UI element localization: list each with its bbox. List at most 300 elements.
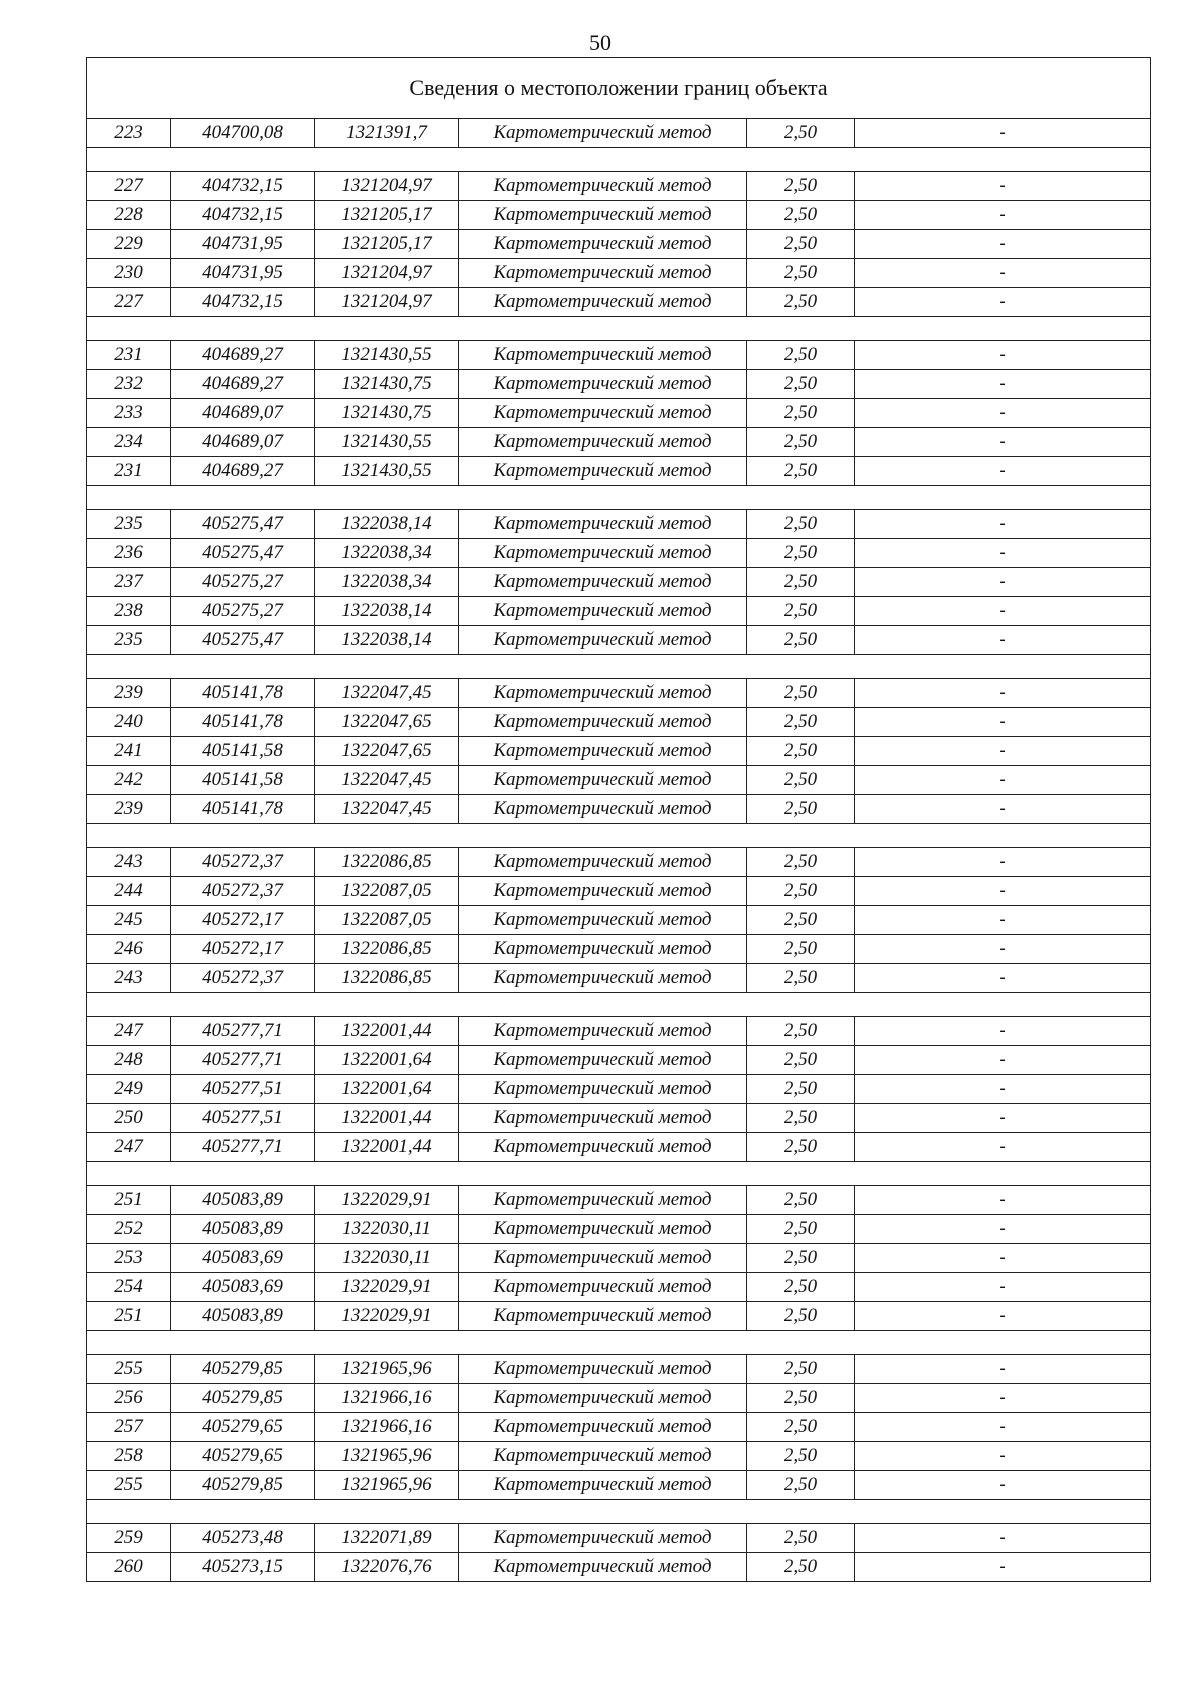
y-coordinate-cell: 1322087,05: [315, 877, 459, 906]
method-cell: Картометрический метод: [459, 1384, 747, 1413]
group-separator-row: [87, 824, 1151, 848]
description-cell: -: [855, 737, 1151, 766]
point-number-cell: 235: [87, 510, 171, 539]
x-coordinate-cell: 404689,27: [171, 457, 315, 486]
table-row: [87, 679, 1151, 708]
method-cell: Картометрический метод: [459, 1471, 747, 1500]
table-row: [87, 1244, 1151, 1273]
method-cell: Картометрический метод: [459, 1215, 747, 1244]
y-coordinate-cell: 1322001,44: [315, 1104, 459, 1133]
y-coordinate-cell: 1322001,64: [315, 1046, 459, 1075]
method-cell: Картометрический метод: [459, 201, 747, 230]
point-number-cell: 235: [87, 626, 171, 655]
description-cell: -: [855, 230, 1151, 259]
description-cell: -: [855, 1413, 1151, 1442]
description-cell: -: [855, 679, 1151, 708]
accuracy-cell: 2,50: [747, 1215, 855, 1244]
point-number-cell: 234: [87, 428, 171, 457]
table-row: [87, 1524, 1151, 1553]
description-cell: -: [855, 1186, 1151, 1215]
y-coordinate-cell: 1321204,97: [315, 259, 459, 288]
table-row: [87, 1017, 1151, 1046]
y-coordinate-cell: 1321430,55: [315, 428, 459, 457]
method-cell: Картометрический метод: [459, 766, 747, 795]
accuracy-cell: 2,50: [747, 766, 855, 795]
description-cell: -: [855, 1355, 1151, 1384]
y-coordinate-cell: 1322038,14: [315, 626, 459, 655]
accuracy-cell: 2,50: [747, 172, 855, 201]
method-cell: Картометрический метод: [459, 737, 747, 766]
group-separator-cell: [87, 993, 1151, 1017]
description-cell: -: [855, 1524, 1151, 1553]
table-row: [87, 877, 1151, 906]
x-coordinate-cell: 405141,78: [171, 708, 315, 737]
description-cell: -: [855, 1553, 1151, 1582]
method-cell: Картометрический метод: [459, 288, 747, 317]
point-number-cell: 229: [87, 230, 171, 259]
method-cell: Картометрический метод: [459, 1413, 747, 1442]
table-row: [87, 288, 1151, 317]
description-cell: -: [855, 172, 1151, 201]
x-coordinate-cell: 405272,17: [171, 906, 315, 935]
description-cell: -: [855, 1244, 1151, 1273]
group-separator-row: [87, 1162, 1151, 1186]
table-row: [87, 568, 1151, 597]
method-cell: Картометрический метод: [459, 568, 747, 597]
table-row: [87, 737, 1151, 766]
table-row: [87, 259, 1151, 288]
accuracy-cell: 2,50: [747, 1302, 855, 1331]
description-cell: -: [855, 1471, 1151, 1500]
method-cell: Картометрический метод: [459, 964, 747, 993]
x-coordinate-cell: 405141,58: [171, 766, 315, 795]
method-cell: Картометрический метод: [459, 1442, 747, 1471]
accuracy-cell: 2,50: [747, 1244, 855, 1273]
description-cell: -: [855, 510, 1151, 539]
x-coordinate-cell: 405083,89: [171, 1302, 315, 1331]
table-row: [87, 1384, 1151, 1413]
x-coordinate-cell: 405279,65: [171, 1442, 315, 1471]
x-coordinate-cell: 404689,27: [171, 370, 315, 399]
table-row: [87, 510, 1151, 539]
y-coordinate-cell: 1321430,55: [315, 341, 459, 370]
x-coordinate-cell: 404732,15: [171, 172, 315, 201]
group-separator-cell: [87, 1331, 1151, 1355]
group-separator-row: [87, 993, 1151, 1017]
description-cell: -: [855, 964, 1151, 993]
point-number-cell: 240: [87, 708, 171, 737]
accuracy-cell: 2,50: [747, 568, 855, 597]
group-separator-cell: [87, 1500, 1151, 1524]
accuracy-cell: 2,50: [747, 679, 855, 708]
method-cell: Картометрический метод: [459, 341, 747, 370]
point-number-cell: 251: [87, 1186, 171, 1215]
description-cell: -: [855, 906, 1151, 935]
method-cell: Картометрический метод: [459, 597, 747, 626]
point-number-cell: 252: [87, 1215, 171, 1244]
point-number-cell: 244: [87, 877, 171, 906]
y-coordinate-cell: 1322076,76: [315, 1553, 459, 1582]
x-coordinate-cell: 405275,27: [171, 597, 315, 626]
y-coordinate-cell: 1322038,14: [315, 510, 459, 539]
x-coordinate-cell: 404689,07: [171, 428, 315, 457]
table-row: [87, 370, 1151, 399]
point-number-cell: 246: [87, 935, 171, 964]
accuracy-cell: 2,50: [747, 1442, 855, 1471]
point-number-cell: 247: [87, 1017, 171, 1046]
group-separator-row: [87, 655, 1151, 679]
x-coordinate-cell: 404731,95: [171, 230, 315, 259]
description-cell: -: [855, 1215, 1151, 1244]
x-coordinate-cell: 405277,71: [171, 1133, 315, 1162]
table-row: [87, 906, 1151, 935]
x-coordinate-cell: 404700,08: [171, 119, 315, 148]
description-cell: -: [855, 626, 1151, 655]
description-cell: -: [855, 1384, 1151, 1413]
description-cell: -: [855, 341, 1151, 370]
table-row: [87, 119, 1151, 148]
y-coordinate-cell: 1322086,85: [315, 935, 459, 964]
accuracy-cell: 2,50: [747, 428, 855, 457]
x-coordinate-cell: 405273,48: [171, 1524, 315, 1553]
table-row: [87, 1355, 1151, 1384]
point-number-cell: 251: [87, 1302, 171, 1331]
accuracy-cell: 2,50: [747, 288, 855, 317]
x-coordinate-cell: 405272,37: [171, 964, 315, 993]
method-cell: Картометрический метод: [459, 848, 747, 877]
y-coordinate-cell: 1322038,34: [315, 539, 459, 568]
y-coordinate-cell: 1322029,91: [315, 1302, 459, 1331]
accuracy-cell: 2,50: [747, 510, 855, 539]
description-cell: -: [855, 1075, 1151, 1104]
point-number-cell: 243: [87, 964, 171, 993]
table-title-row: [87, 58, 1151, 119]
x-coordinate-cell: 405083,89: [171, 1215, 315, 1244]
description-cell: -: [855, 1104, 1151, 1133]
accuracy-cell: 2,50: [747, 1186, 855, 1215]
description-cell: -: [855, 766, 1151, 795]
point-number-cell: 250: [87, 1104, 171, 1133]
method-cell: Картометрический метод: [459, 795, 747, 824]
method-cell: Картометрический метод: [459, 1244, 747, 1273]
y-coordinate-cell: 1322086,85: [315, 964, 459, 993]
table-row: [87, 708, 1151, 737]
table-row: [87, 399, 1151, 428]
table-row: [87, 457, 1151, 486]
method-cell: Картометрический метод: [459, 1273, 747, 1302]
point-number-cell: 232: [87, 370, 171, 399]
boundary-coordinates-table: [86, 57, 1151, 1582]
accuracy-cell: 2,50: [747, 1133, 855, 1162]
table-row: [87, 795, 1151, 824]
x-coordinate-cell: 404689,27: [171, 341, 315, 370]
x-coordinate-cell: 404732,15: [171, 201, 315, 230]
x-coordinate-cell: 405275,47: [171, 510, 315, 539]
x-coordinate-cell: 405272,17: [171, 935, 315, 964]
description-cell: -: [855, 201, 1151, 230]
description-cell: -: [855, 1017, 1151, 1046]
method-cell: Картометрический метод: [459, 906, 747, 935]
method-cell: Картометрический метод: [459, 877, 747, 906]
x-coordinate-cell: 405279,65: [171, 1413, 315, 1442]
accuracy-cell: 2,50: [747, 1017, 855, 1046]
y-coordinate-cell: 1321430,75: [315, 370, 459, 399]
method-cell: Картометрический метод: [459, 708, 747, 737]
method-cell: Картометрический метод: [459, 1046, 747, 1075]
group-separator-row: [87, 148, 1151, 172]
point-number-cell: 239: [87, 679, 171, 708]
y-coordinate-cell: 1321430,75: [315, 399, 459, 428]
method-cell: Картометрический метод: [459, 1075, 747, 1104]
group-separator-cell: [87, 1162, 1151, 1186]
accuracy-cell: 2,50: [747, 1046, 855, 1075]
point-number-cell: 254: [87, 1273, 171, 1302]
point-number-cell: 253: [87, 1244, 171, 1273]
y-coordinate-cell: 1321205,17: [315, 201, 459, 230]
x-coordinate-cell: 405275,47: [171, 539, 315, 568]
description-cell: -: [855, 848, 1151, 877]
x-coordinate-cell: 405272,37: [171, 877, 315, 906]
y-coordinate-cell: 1322001,44: [315, 1133, 459, 1162]
y-coordinate-cell: 1322001,64: [315, 1075, 459, 1104]
y-coordinate-cell: 1321204,97: [315, 288, 459, 317]
x-coordinate-cell: 404732,15: [171, 288, 315, 317]
description-cell: -: [855, 1133, 1151, 1162]
accuracy-cell: 2,50: [747, 1384, 855, 1413]
point-number-cell: 241: [87, 737, 171, 766]
accuracy-cell: 2,50: [747, 341, 855, 370]
accuracy-cell: 2,50: [747, 119, 855, 148]
point-number-cell: 237: [87, 568, 171, 597]
y-coordinate-cell: 1322047,65: [315, 708, 459, 737]
x-coordinate-cell: 405279,85: [171, 1355, 315, 1384]
group-separator-row: [87, 1500, 1151, 1524]
table-row: [87, 1273, 1151, 1302]
table-title: Сведения о местоположении границ объекта: [87, 58, 1151, 119]
method-cell: Картометрический метод: [459, 679, 747, 708]
point-number-cell: 228: [87, 201, 171, 230]
table-row: [87, 1133, 1151, 1162]
y-coordinate-cell: 1322030,11: [315, 1215, 459, 1244]
group-separator-cell: [87, 824, 1151, 848]
y-coordinate-cell: 1321965,96: [315, 1355, 459, 1384]
table-row: [87, 597, 1151, 626]
page-number: 50: [589, 30, 611, 55]
table-row: [87, 1075, 1151, 1104]
table-row: [87, 1471, 1151, 1500]
table-row: [87, 1413, 1151, 1442]
point-number-cell: 247: [87, 1133, 171, 1162]
table-row: [87, 1046, 1151, 1075]
description-cell: -: [855, 935, 1151, 964]
method-cell: Картометрический метод: [459, 626, 747, 655]
x-coordinate-cell: 405083,89: [171, 1186, 315, 1215]
description-cell: -: [855, 1302, 1151, 1331]
x-coordinate-cell: 405277,71: [171, 1046, 315, 1075]
point-number-cell: 249: [87, 1075, 171, 1104]
y-coordinate-cell: 1322047,45: [315, 795, 459, 824]
y-coordinate-cell: 1322071,89: [315, 1524, 459, 1553]
x-coordinate-cell: 405272,37: [171, 848, 315, 877]
description-cell: -: [855, 877, 1151, 906]
point-number-cell: 231: [87, 457, 171, 486]
accuracy-cell: 2,50: [747, 626, 855, 655]
accuracy-cell: 2,50: [747, 457, 855, 486]
method-cell: Картометрический метод: [459, 1553, 747, 1582]
x-coordinate-cell: 405275,27: [171, 568, 315, 597]
point-number-cell: 223: [87, 119, 171, 148]
accuracy-cell: 2,50: [747, 201, 855, 230]
x-coordinate-cell: 404731,95: [171, 259, 315, 288]
method-cell: Картометрический метод: [459, 1302, 747, 1331]
description-cell: -: [855, 1273, 1151, 1302]
description-cell: -: [855, 568, 1151, 597]
x-coordinate-cell: 405279,85: [171, 1471, 315, 1500]
accuracy-cell: 2,50: [747, 964, 855, 993]
group-separator-row: [87, 1331, 1151, 1355]
method-cell: Картометрический метод: [459, 370, 747, 399]
x-coordinate-cell: 405279,85: [171, 1384, 315, 1413]
table-row: [87, 1442, 1151, 1471]
method-cell: Картометрический метод: [459, 539, 747, 568]
point-number-cell: 245: [87, 906, 171, 935]
y-coordinate-cell: 1322047,45: [315, 766, 459, 795]
point-number-cell: 248: [87, 1046, 171, 1075]
accuracy-cell: 2,50: [747, 1553, 855, 1582]
method-cell: Картометрический метод: [459, 428, 747, 457]
accuracy-cell: 2,50: [747, 1471, 855, 1500]
description-cell: -: [855, 597, 1151, 626]
table-row: [87, 539, 1151, 568]
table-row: [87, 626, 1151, 655]
y-coordinate-cell: 1321391,7: [315, 119, 459, 148]
method-cell: Картометрический метод: [459, 1186, 747, 1215]
table-row: [87, 1104, 1151, 1133]
x-coordinate-cell: 405083,69: [171, 1273, 315, 1302]
description-cell: -: [855, 457, 1151, 486]
accuracy-cell: 2,50: [747, 935, 855, 964]
accuracy-cell: 2,50: [747, 877, 855, 906]
method-cell: Картометрический метод: [459, 230, 747, 259]
table-row: [87, 848, 1151, 877]
point-number-cell: 259: [87, 1524, 171, 1553]
table-row: [87, 1553, 1151, 1582]
description-cell: -: [855, 1046, 1151, 1075]
accuracy-cell: 2,50: [747, 597, 855, 626]
table-row: [87, 172, 1151, 201]
x-coordinate-cell: 405083,69: [171, 1244, 315, 1273]
method-cell: Картометрический метод: [459, 935, 747, 964]
method-cell: Картометрический метод: [459, 1355, 747, 1384]
accuracy-cell: 2,50: [747, 708, 855, 737]
y-coordinate-cell: 1321205,17: [315, 230, 459, 259]
group-separator-cell: [87, 317, 1151, 341]
point-number-cell: 238: [87, 597, 171, 626]
y-coordinate-cell: 1322038,14: [315, 597, 459, 626]
group-separator-row: [87, 486, 1151, 510]
point-number-cell: 255: [87, 1355, 171, 1384]
point-number-cell: 230: [87, 259, 171, 288]
x-coordinate-cell: 405141,58: [171, 737, 315, 766]
group-separator-cell: [87, 148, 1151, 172]
point-number-cell: 227: [87, 172, 171, 201]
method-cell: Картометрический метод: [459, 1104, 747, 1133]
point-number-cell: 258: [87, 1442, 171, 1471]
point-number-cell: 231: [87, 341, 171, 370]
accuracy-cell: 2,50: [747, 259, 855, 288]
y-coordinate-cell: 1322087,05: [315, 906, 459, 935]
point-number-cell: 233: [87, 399, 171, 428]
x-coordinate-cell: 405277,51: [171, 1104, 315, 1133]
accuracy-cell: 2,50: [747, 1355, 855, 1384]
description-cell: -: [855, 259, 1151, 288]
table-body: [87, 58, 1151, 1582]
y-coordinate-cell: 1321430,55: [315, 457, 459, 486]
point-number-cell: 260: [87, 1553, 171, 1582]
y-coordinate-cell: 1322001,44: [315, 1017, 459, 1046]
description-cell: -: [855, 428, 1151, 457]
x-coordinate-cell: 404689,07: [171, 399, 315, 428]
description-cell: -: [855, 795, 1151, 824]
table-row: [87, 428, 1151, 457]
y-coordinate-cell: 1321966,16: [315, 1384, 459, 1413]
table-row: [87, 201, 1151, 230]
accuracy-cell: 2,50: [747, 1075, 855, 1104]
y-coordinate-cell: 1322029,91: [315, 1273, 459, 1302]
description-cell: -: [855, 119, 1151, 148]
accuracy-cell: 2,50: [747, 1413, 855, 1442]
y-coordinate-cell: 1322030,11: [315, 1244, 459, 1273]
group-separator-cell: [87, 486, 1151, 510]
point-number-cell: 257: [87, 1413, 171, 1442]
y-coordinate-cell: 1322047,45: [315, 679, 459, 708]
point-number-cell: 243: [87, 848, 171, 877]
description-cell: -: [855, 288, 1151, 317]
method-cell: Картометрический метод: [459, 399, 747, 428]
accuracy-cell: 2,50: [747, 906, 855, 935]
description-cell: -: [855, 1442, 1151, 1471]
method-cell: Картометрический метод: [459, 259, 747, 288]
accuracy-cell: 2,50: [747, 539, 855, 568]
accuracy-cell: 2,50: [747, 1104, 855, 1133]
accuracy-cell: 2,50: [747, 370, 855, 399]
method-cell: Картометрический метод: [459, 119, 747, 148]
table-row: [87, 1186, 1151, 1215]
group-separator-row: [87, 317, 1151, 341]
y-coordinate-cell: 1322086,85: [315, 848, 459, 877]
group-separator-cell: [87, 655, 1151, 679]
method-cell: Картометрический метод: [459, 457, 747, 486]
y-coordinate-cell: 1321966,16: [315, 1413, 459, 1442]
accuracy-cell: 2,50: [747, 795, 855, 824]
description-cell: -: [855, 370, 1151, 399]
x-coordinate-cell: 405141,78: [171, 795, 315, 824]
table-row: [87, 1215, 1151, 1244]
table-row: [87, 1302, 1151, 1331]
point-number-cell: 255: [87, 1471, 171, 1500]
y-coordinate-cell: 1322038,34: [315, 568, 459, 597]
description-cell: -: [855, 399, 1151, 428]
method-cell: Картометрический метод: [459, 1524, 747, 1553]
y-coordinate-cell: 1321965,96: [315, 1442, 459, 1471]
table-row: [87, 766, 1151, 795]
accuracy-cell: 2,50: [747, 1524, 855, 1553]
x-coordinate-cell: 405275,47: [171, 626, 315, 655]
method-cell: Картометрический метод: [459, 510, 747, 539]
y-coordinate-cell: 1321204,97: [315, 172, 459, 201]
point-number-cell: 236: [87, 539, 171, 568]
point-number-cell: 239: [87, 795, 171, 824]
